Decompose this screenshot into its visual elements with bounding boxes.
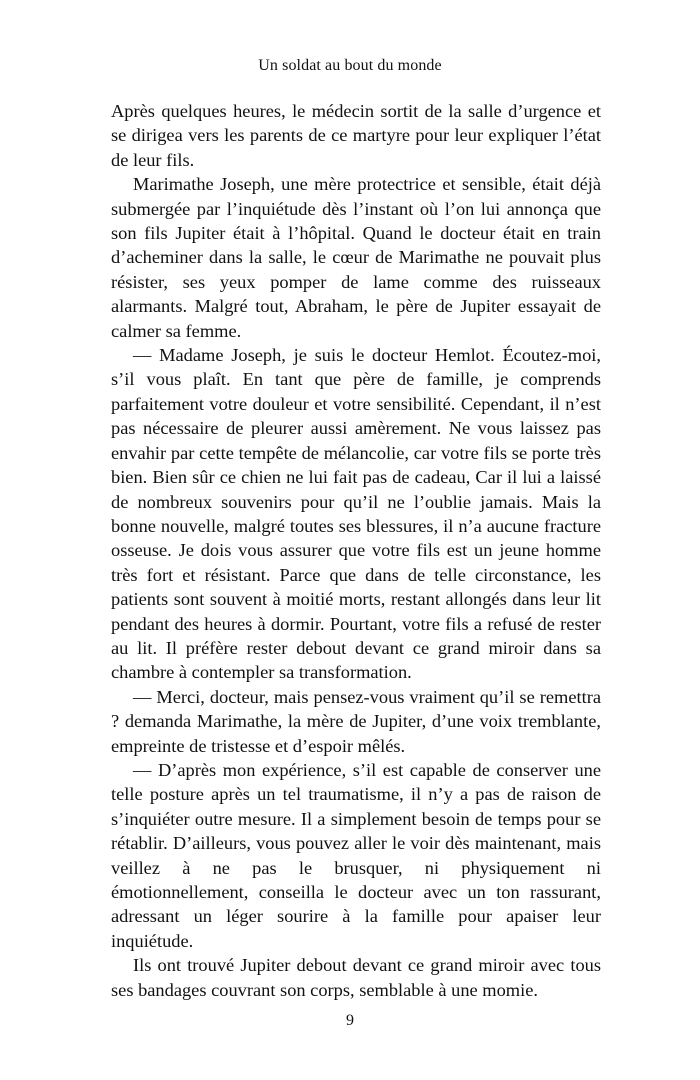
paragraph-3: — Madame Joseph, je suis le docteur Hemlot. Écoutez-moi, s’il vous plaît. En tant que père de famille, je comprends parfaitement votre douleur et votre sensibilité. Cependant, il n’est pas nécessaire de pleurer aussi amèrement. Ne vous laissez pas envahir par cette tempête de mélancolie, car votre fils se porte très bien. Bien sûr ce chien ne lui fait pas de cadeau, Car il lui a laissé de nombreux souvenirs pour qu’il ne l’oublie jamais. Mais la bonne nouvelle, malgré toutes ses blessures, il n’a aucune fracture osseuse. Je dois vous assurer que votre fils est un jeune homme très fort et résistant. Parce que dans de telle circonstance, les patients sont souvent à moitié morts, restant allongés dans leur lit pendant des heures à dormir. Pourtant, votre fils a refusé de rester au lit. Il préfère rester debout devant ce grand miroir dans sa chambre à contempler sa transformation. xyxy=(111,345,601,683)
paragraph-4: — Merci, docteur, mais pensez-vous vraiment qu’il se remettra ? demanda Marimathe, la mère de Jupiter, d’une voix tremblante, empreinte de tristesse et d’espoir mêlés. xyxy=(111,686,601,756)
paragraph-5: — D’après mon expérience, s’il est capable de conserver une telle posture après un tel traumatisme, il n’y a pas de raison de s’inquiéter outre mesure. Il a simplement besoin de temps pour se rétablir. D’ailleurs, vous pouvez aller le voir dès maintenant, mais veillez à ne pas le brusquer, ni physiquement ni émotionnellement, conseilla le docteur avec un ton rassurant, adressant un léger sourire à la famille pour apaiser leur inquiétude. xyxy=(111,759,601,951)
running-head-title: Un soldat au bout du monde xyxy=(258,57,442,74)
paragraph-2: Marimathe Joseph, une mère protectrice et sensible, était déjà submergée par l’inquiétude dès l’instant où l’on lui annonça que son fils Jupiter était à l’hôpital. Quand le docteur était en train d’acheminer dans la salle, le cœur de Marimathe ne pouvait plus résister, ses yeux pomper de lame comme des ruisseaux alarmants. Malgré tout, Abraham, le père de Jupiter essayait de calmer sa femme. xyxy=(111,174,601,341)
paragraph-1: Après quelques heures, le médecin sortit de la salle d’urgence et se dirigea vers les parents de ce martyre pour leur expliquer l’état de leur fils. xyxy=(111,101,601,170)
paragraph-6: Ils ont trouvé Jupiter debout devant ce grand miroir avec tous ses bandages couvrant son corps, semblable à une momie. xyxy=(111,955,601,1000)
body-text xyxy=(111,99,601,1002)
page-number: 9 xyxy=(346,1012,354,1029)
